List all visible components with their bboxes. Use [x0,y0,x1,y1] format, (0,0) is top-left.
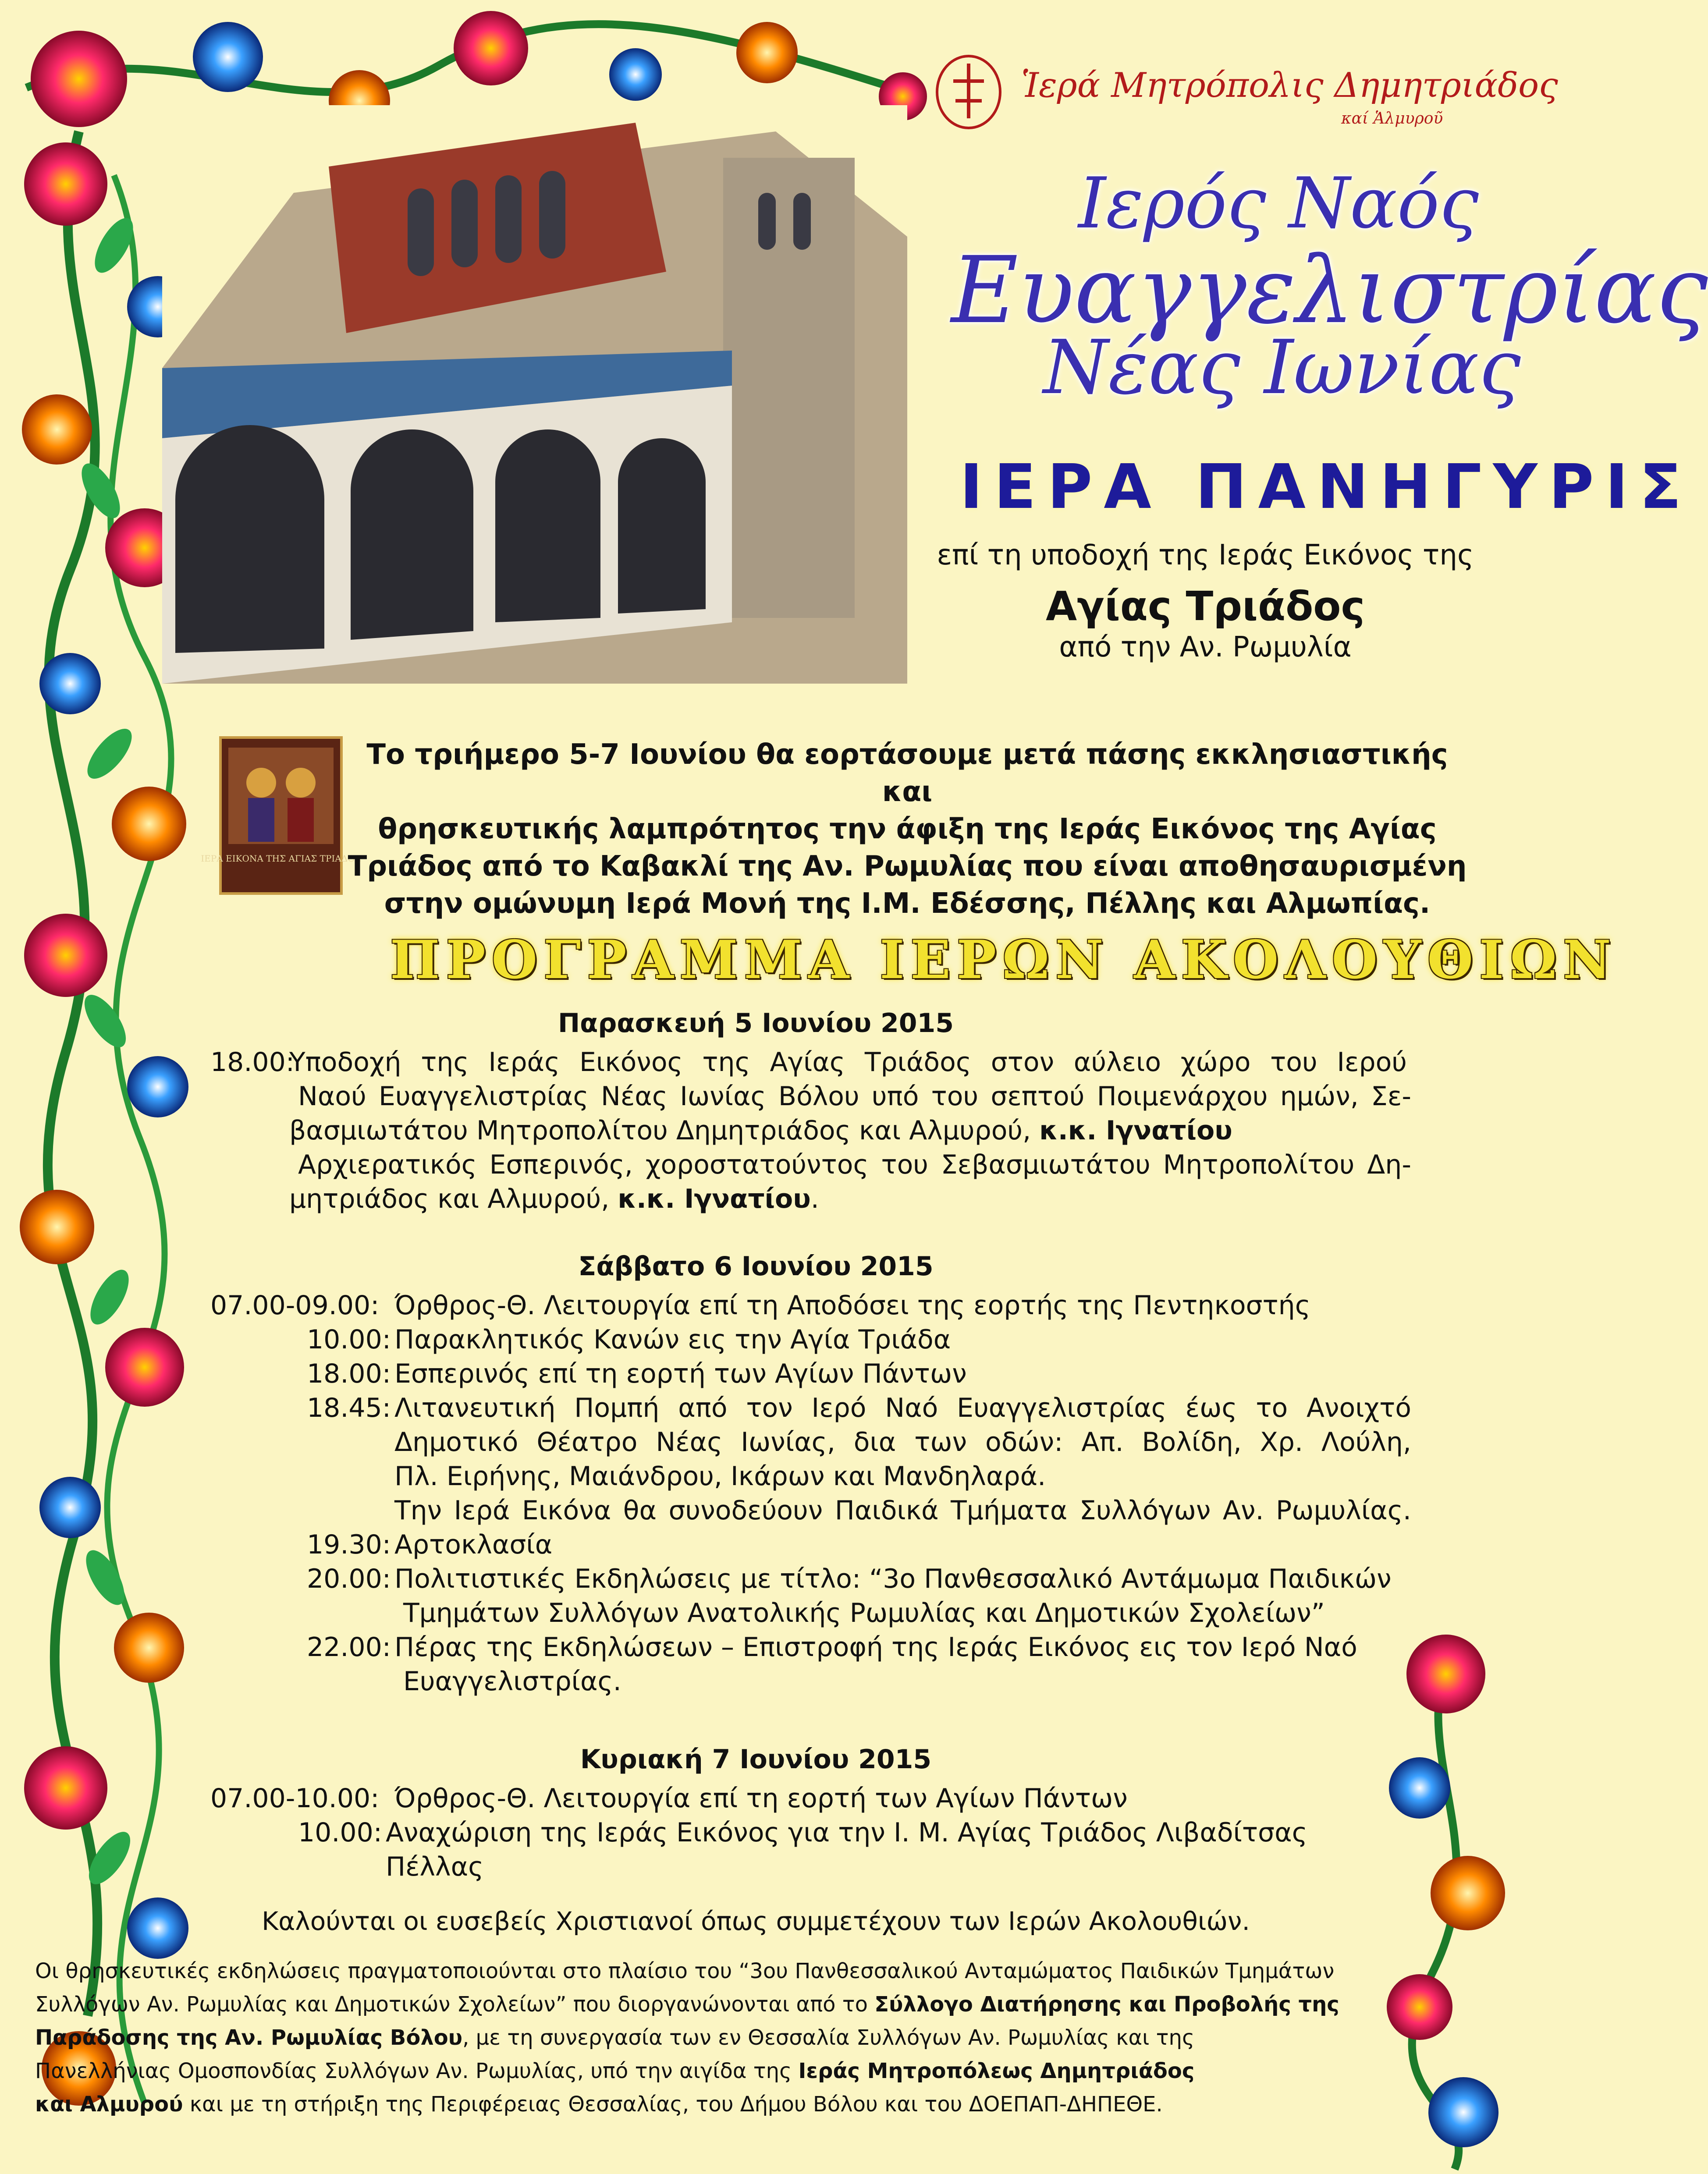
sunday-time: 10.00: [298,1817,382,1848]
friday-title: Παρασκευή 5 Ιουνίου 2015 [557,1008,954,1039]
footer-line: Οι θρησκευτικές εκδηλώσεις πραγματοποιούνται στο πλαίσιο του “3ου Πανθεσσαλικού Ανταμώματος Παιδικών Τμημάτων [35,1959,1335,1983]
saturday-item: Τμημάτων Συλλόγων Ανατολικής Ρωμυλίας και Δημοτικών Σχολείων” [403,1598,1325,1628]
saturday-procession-line: Δημοτικό Θέατρο Νέας Ιωνίας, δια των οδών: Απ. Βολίδη, Χρ. Λούλη, [394,1427,1411,1458]
icon-caption: ΙΕΡΑ ΕΙΚΟΝΑ ΤΗΣ ΑΓΙΑΣ ΤΡΙΑΔΟΣ [201,853,361,864]
saturday-procession-line: Την Ιερά Εικόνα θα συνοδεύουν Παιδικά Τμήματα Συλλόγων Αν. Ρωμυλίας. [394,1495,1411,1526]
footer-line: Παράδοσης της Αν. Ρωμυλίας Βόλου, με τη συνεργασία των εν Θεσσαλία Συλλόγων Αν. Ρωμυλίας και της [35,2025,1195,2050]
holy-trinity-icon-image [201,736,361,895]
friday-line1: Υποδοχή της Ιεράς Εικόνος της Αγίας Τριάδος στον αύλειο χώρο του Ιερού [289,1047,1407,1078]
friday-line5: μητριάδος και Αλμυρού, κ.κ. Ιγνατίου. [289,1184,819,1214]
metropolis-subtitle: καί Ἁλμυροῦ [1341,110,1443,128]
closing-invitation: Καλούνται οι ευσεβείς Χριστιανοί όπως συμμετέχουν των Ιερών Ακολουθιών. [262,1906,1250,1936]
metropolis-name: Ἱερά Μητρόπολις Δημητριάδος [1021,66,1558,105]
sunday-item: Πέλλας [386,1851,484,1882]
friday-line4: Αρχιερατικός Εσπερινός, χοροστατούντος του Σεβασμιωτάτου Μητροπολίτου Δη- [298,1149,1411,1180]
saturday-item: Λιτανευτική Πομπή από τον Ιερό Ναό Ευαγγελιστρίας έως το Ανοιχτό [394,1393,1411,1423]
saturday-time: 18.45: [307,1393,391,1423]
footer-line: Συλλόγων Αν. Ρωμυλίας και Δημοτικών Σχολείων” που διοργανώνονται από το Σύλλογο Διατήρησης και Προβολής της [35,1992,1339,2017]
program-title: ΠΡΟΓΡΑΜΜΑ ΙΕΡΩΝ ΑΚΟΛΟΥΘΙΩΝ [390,929,1617,991]
intro-paragraph [346,736,1468,922]
footer-note [35,1954,1350,2121]
intro-line: στην ομώνυμη Ιερά Μονή της Ι.Μ. Εδέσσης, Πέλλης και Αλμωπίας. [384,887,1431,920]
occasion-line: επί τη υποδοχή της Ιεράς Εικόνος της [937,539,1474,571]
saturday-procession-line: Πλ. Ειρήνης, Μαιάνδρου, Ικάρων και Μανδηλαρά. [394,1461,1046,1492]
saturday-time: 07.00-09.00: [210,1290,380,1321]
sunday-time: 07.00-10.00: [210,1783,380,1814]
church-photo [162,105,907,684]
origin-line: από την Αν. Ρωμυλία [1059,631,1352,663]
metropolis-logo-icon [934,53,1004,131]
saturday-item: Πέρας της Εκδηλώσεων – Επιστροφή της Ιεράς Εικόνος εις τον Ιερό Ναό [394,1632,1357,1663]
intro-line: Τριάδος από το Καβακλί της Αν. Ρωμυλίας που είναι αποθησαυρισμένη [348,850,1467,883]
friday-line3: βασμιωτάτου Μητροπολίτου Δημητριάδος και Αλμυρού, κ.κ. Ιγνατίου [289,1115,1232,1146]
icon-painting [201,739,361,892]
saturday-item: Πολιτιστικές Εκδηλώσεις με τίτλο: “3ο Πανθεσσαλικό Αντάμωμα Παιδικών [394,1564,1392,1594]
sunday-title: Κυριακή 7 Ιουνίου 2015 [580,1744,932,1775]
saturday-item: Αρτοκλασία [394,1529,553,1560]
saturday-time: 22.00: [307,1632,391,1663]
saturday-time: 10.00: [307,1324,391,1355]
saturday-item: Εσπερινός επί τη εορτή των Αγίων Πάντων [394,1358,967,1389]
icon-name: Αγίας Τριάδος [1045,583,1365,630]
intro-line: Το τριήμερο 5-7 Ιουνίου θα εορτάσουμε μετά πάσης εκκλησιαστικής και [366,738,1448,808]
saturday-time: 18.00: [307,1358,391,1389]
saturday-item: Ευαγγελιστρίας. [403,1666,621,1697]
saturday-time: 19.30: [307,1529,391,1560]
temple-title-line2: Ευαγγελιστρίας [951,237,1708,344]
temple-title-line3: Νέας Ιωνίας [1043,324,1521,411]
saturday-item: Όρθρος-Θ. Λειτουργία επί τη Αποδόσει της εορτής της Πεντηκοστής [394,1290,1310,1321]
intro-line: θρησκευτικής λαμπρότητος την άφιξη της Ιεράς Εικόνος της Αγίας [378,813,1437,845]
friday-line2: Ναού Ευαγγελιστρίας Νέας Ιωνίας Βόλου υπό του σεπτού Ποιμενάρχου ημών, Σε- [298,1081,1411,1112]
friday-time: 18.00: [210,1047,295,1078]
temple-title-line1: Ιερός Ναός [1078,162,1479,244]
floral-border-right [1367,1621,1512,2174]
footer-line: και Αλμυρού και με τη στήριξη της Περιφέρειας Θεσσαλίας, του Δήμου Βόλου και του ΔΟΕΠΑΠ-ΔΗΠΕΘΕ. [35,2092,1163,2117]
feast-title: ΙΕΡΑ ΠΑΝΗΓΥΡΙΣ [960,451,1693,523]
saturday-title: Σάββατο 6 Ιουνίου 2015 [578,1251,934,1282]
sunday-item: Αναχώριση της Ιεράς Εικόνος για την Ι. Μ. Αγίας Τριάδος Λιβαδίτσας [386,1817,1307,1848]
sunday-item: Όρθρος-Θ. Λειτουργία επί τη εορτή των Αγίων Πάντων [394,1783,1128,1814]
saturday-item: Παρακλητικός Κανών εις την Αγία Τριάδα [394,1324,951,1355]
footer-line: Πανελλήνιας Ομοσπονδίας Συλλόγων Αν. Ρωμυλίας, υπό την αιγίδα της Ιεράς Μητροπόλεως Δημητριάδος [35,2059,1195,2083]
saturday-time: 20.00: [307,1564,391,1594]
